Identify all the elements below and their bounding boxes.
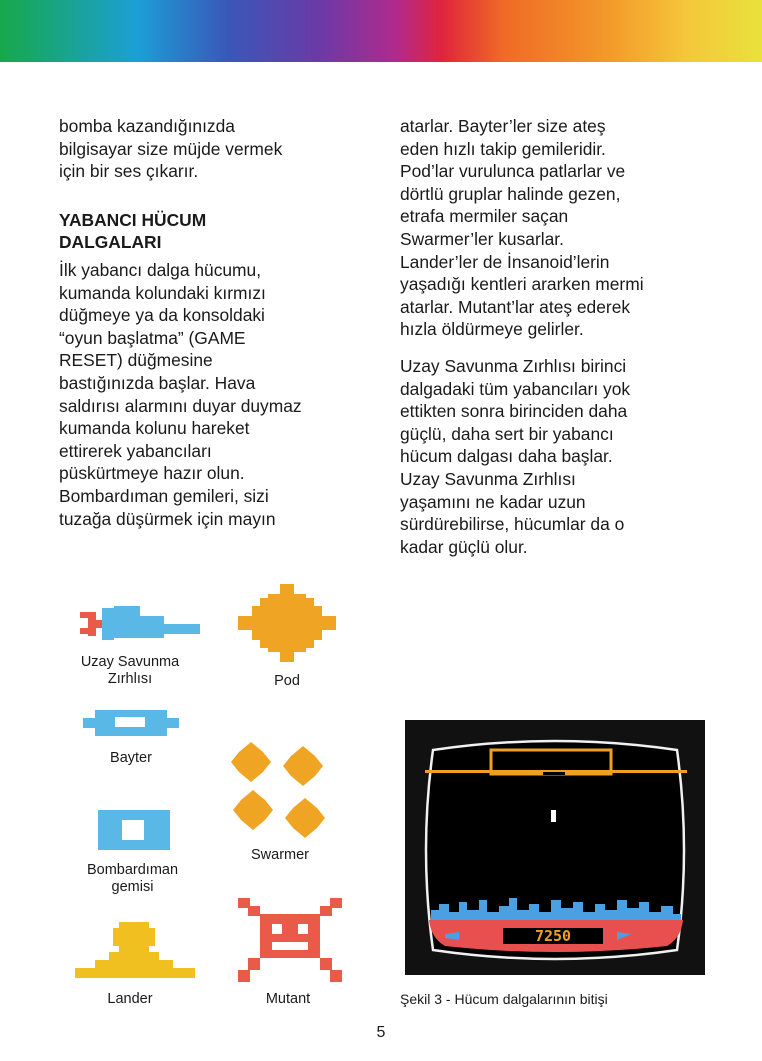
bayter-label: Bayter <box>110 750 152 766</box>
score-readout: 7250 <box>534 927 572 945</box>
swarmer-icon <box>231 742 327 838</box>
game-screenshot-figure <box>405 720 705 975</box>
page-number: 5 <box>376 1024 386 1041</box>
lander-label: Lander <box>107 991 153 1007</box>
defender-ship-icon <box>80 600 202 648</box>
right-paragraph-1: atarlar. Bayter’ler size ateş eden hızlı takip gemileridir. Pod’lar vurulunca patlarlar ve dörtlü gruplar halinde gezen, etrafa mermiler saçan Swarmer’ler kusarlar. Lander’ler de İnsanoid’lerin yaşadığı kentleri ararken mermi atarlar. Mutant’lar ateş ederek hızla öldürmeye gelirler. <box>400 116 644 340</box>
left-column <box>59 115 359 530</box>
left-paragraph-1: bomba kazandığınızda bilgisayar size müjde vermek için bir ses çıkarır. <box>59 116 283 182</box>
figure-caption: Şekil 3 - Hücum dalgalarının bitişi <box>400 991 608 1007</box>
pod-icon <box>238 584 336 662</box>
right-paragraph-2: Uzay Savunma Zırhlısı birinci dalgadaki tüm yabancıları yok ettikten sonra birinciden daha güçlü, daha sert bir yabancı hücum dalgası daha başlar. Uzay Savunma Zırhlısı yaşamını ne kadar uzun sürdürebilirse, hücumlar da o kadar güçlü olur. <box>400 355 631 557</box>
bayter-icon <box>83 708 179 738</box>
rainbow-header-band <box>0 0 762 62</box>
bomber-label: Bombardıman gemisi <box>86 862 179 895</box>
section-heading: YABANCI HÜCUM DALGALARI <box>59 209 207 253</box>
ship-count-marker <box>551 810 556 822</box>
mutant-label: Mutant <box>265 991 311 1007</box>
left-paragraph-2: İlk yabancı dalga hücumu, kumanda kolundaki kırmızı düğmeye ya da konsoldaki “oyun başlatma” (GAME RESET) düğmesine bastığınızda başlar. Hava saldırısı alarmını duyar duymaz kumanda kolunu hareket ettirerek yabancıları püskürtmeye hazır olun. Bombardıman gemileri, sizi tuzağa düşürmek için mayın <box>59 259 302 529</box>
lander-icon <box>75 922 195 980</box>
bomber-icon <box>98 810 170 850</box>
pod-label: Pod <box>274 673 300 689</box>
ship-label: Uzay Savunma Zırhlısı <box>80 654 180 687</box>
swarmer-label: Swarmer <box>250 847 309 863</box>
right-column <box>400 115 700 558</box>
mutant-icon <box>238 898 342 984</box>
